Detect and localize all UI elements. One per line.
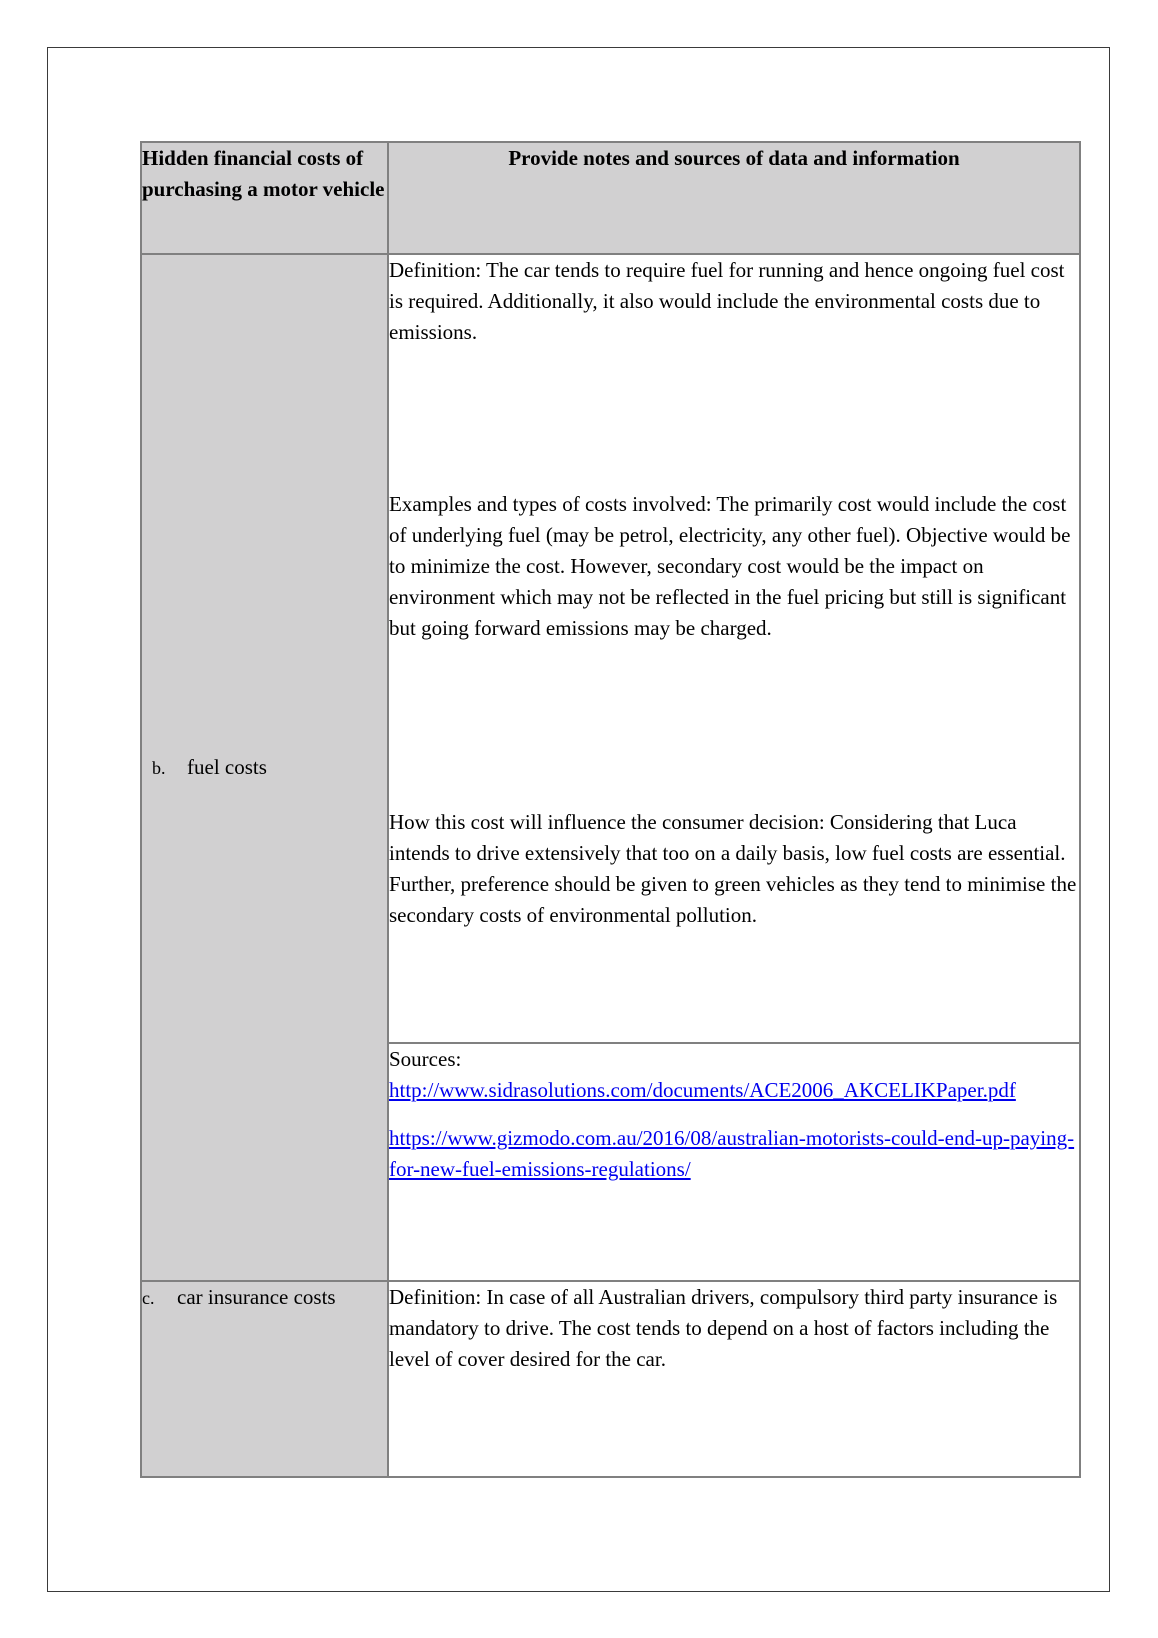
table-row-insurance [141, 1281, 1080, 1477]
fuel-costs-letter: b. [152, 757, 166, 778]
insurance-text: car insurance costs [177, 1285, 336, 1309]
fuel-costs-label-cell [141, 254, 388, 1281]
fuel-notes-cell [388, 254, 1080, 1043]
insurance-label [142, 1282, 387, 1314]
sources-label: Sources: [389, 1047, 462, 1071]
fuel-definition: Definition: The car tends to require fuel for running and hence ongoing fuel cost is required. Additionally, it also would include the environmental costs due to emissions. [389, 258, 1065, 344]
source-link-gizmodo[interactable]: https://www.gizmodo.com.au/2016/08/australian-motorists-could-end-up-paying-for-new-fuel-emissions-regulations/ [389, 1126, 1075, 1181]
fuel-influence: How this cost will influence the consumer decision: Considering that Luca intends to drive extensively that too on a daily basis, low fuel costs are essential. Further, preference should be given to green vehicles as they tend to minimise the secondary costs of environmental pollution. [389, 810, 1077, 927]
fuel-sources-cell [388, 1043, 1080, 1281]
source-link-sidrasolutions[interactable]: http://www.sidrasolutions.com/documents/ACE2006_AKCELIKPaper.pdf [389, 1078, 1016, 1102]
fuel-costs-label [152, 752, 377, 784]
fuel-examples: Examples and types of costs involved: The primarily cost would include the cost of underlying fuel (may be petrol, electricity, any other fuel). Objective would be to minimize the cost. However, secondary cost would be the impact on environment which may not be reflected in the fuel pricing but still is significant but going forward emissions may be charged. [389, 492, 1071, 640]
insurance-label-cell [141, 1281, 388, 1477]
insurance-notes-cell [388, 1281, 1080, 1477]
header-hidden-costs: Hidden financial costs of purchasing a motor vehicle [141, 142, 388, 254]
table-row-fuel [141, 254, 1080, 1043]
insurance-definition: Definition: In case of all Australian drivers, compulsory third party insurance is mandatory to drive. The cost tends to depend on a host of factors including the level of cover desired for the car. [389, 1285, 1058, 1371]
fuel-costs-text: fuel costs [187, 754, 267, 779]
table-header-row [141, 142, 1080, 254]
header-notes-sources: Provide notes and sources of data and information [388, 142, 1080, 254]
insurance-letter: c. [142, 1288, 155, 1308]
costs-table [140, 141, 1081, 1478]
